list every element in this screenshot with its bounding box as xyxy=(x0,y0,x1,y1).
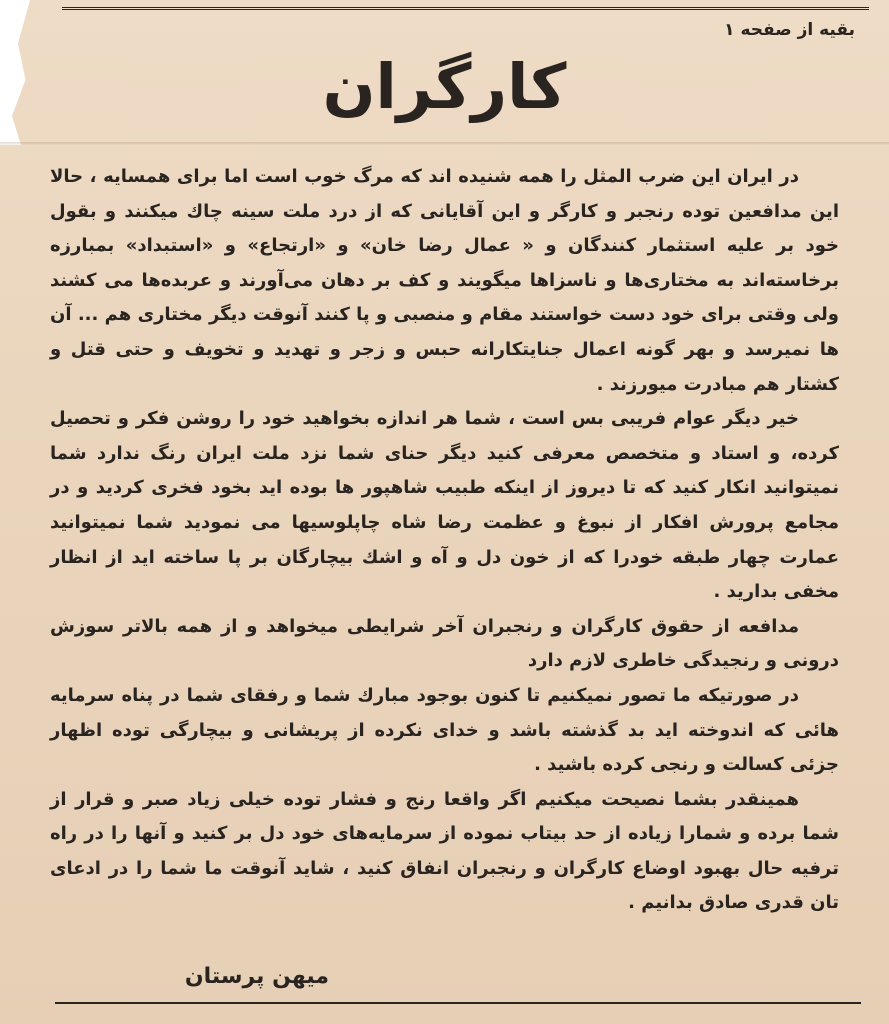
paragraph: در ایران این ضرب المثل را همه شنیده اند که مرگ خوب است اما برای همسایه ، حالا این مدافعین توده رنجبر و کارگر و این آقایانی که از درد ملت سینه چاك میکنند و بقول خود بر علیه استثمار کنندگان و « عمال رضا خان» و «ارتجاع» و «استبداد» بمبارزه برخاسته‌اند به مختاری‌ها و ناسزا‌ها میگویند و کف بر دهان می‌آورند و عربده‌ها می کشند ولی وقتی برای خود دست خواستند مقام و منصبی و پا کنند آنوقت دیگر مختاری هم ... آن ها نمیرسد و بهر گونه اعمال جنایتکارانه حبس و زجر و تهدید و تخویف و حتی قتل و کشتار هم مبادرت میورزند . xyxy=(50,166,839,395)
bottom-rule xyxy=(55,1002,861,1004)
paragraph: خیر دیگر عوام فریبی بس است ، شما هر اندازه بخواهید خود را روشن فکر و تحصیل کرده، و استاد و متخصص معرفی کنید دیگر حنای شما نزد ملت ایران رنگ ندارد شما نمیتوانید انکار کنید که تا دیروز از اینکه طبیب شاهپور ها بوده اید بخود فخری کردید و در مجامع پرورش افکار از نبوغ و عظمت رضا شاه چاپلوسیها می نمودید شما نمیتوانید عمارت چهار طبقه خودرا که از خون دل و آه و اشك بیچارگان بر پا ساخته اید از انظار مخفی بدارید . xyxy=(50,408,839,603)
paragraph: مدافعه از حقوق کارگران و رنجبران آخر شرایطی میخواهد و از همه بالاتر سوزش درونی و رنجیدگی خاطری لازم دارد xyxy=(50,615,839,672)
paper-fold-line xyxy=(0,142,889,146)
article-body xyxy=(50,160,839,921)
top-rule xyxy=(62,0,869,10)
continuation-label: بقیه از صفحه ۱ xyxy=(724,20,855,40)
signature: میهن پرستان xyxy=(184,964,329,989)
paragraph: همینقدر بشما نصیحت میکنیم اگر واقعا رنج و فشار توده خیلی زیاد صبر و قرار از شما برده و شمارا زیاده از حد بیتاب نموده از سرمایه‌های خود دل بر کنید و آنها را در راه ترفیه حال بهبود اوضاع کارگران و رنجبران انفاق کنید ، شاید آنوقت ما شما را در ادعای تان قدری صادق بدانیم . xyxy=(50,788,839,914)
paragraph: در صورتیکه ما تصور نمیکنیم تا کنون بوجود مبارك شما و رفقای شما در پناه سرمایه هائی که اندوخته اید بد گذشته باشد و خدای نکرده از پریشانی و بیچارگی توده اظهار جزئی کسالت و رنجی کرده باشید . xyxy=(50,684,839,776)
article-title: کارگران xyxy=(322,50,567,123)
